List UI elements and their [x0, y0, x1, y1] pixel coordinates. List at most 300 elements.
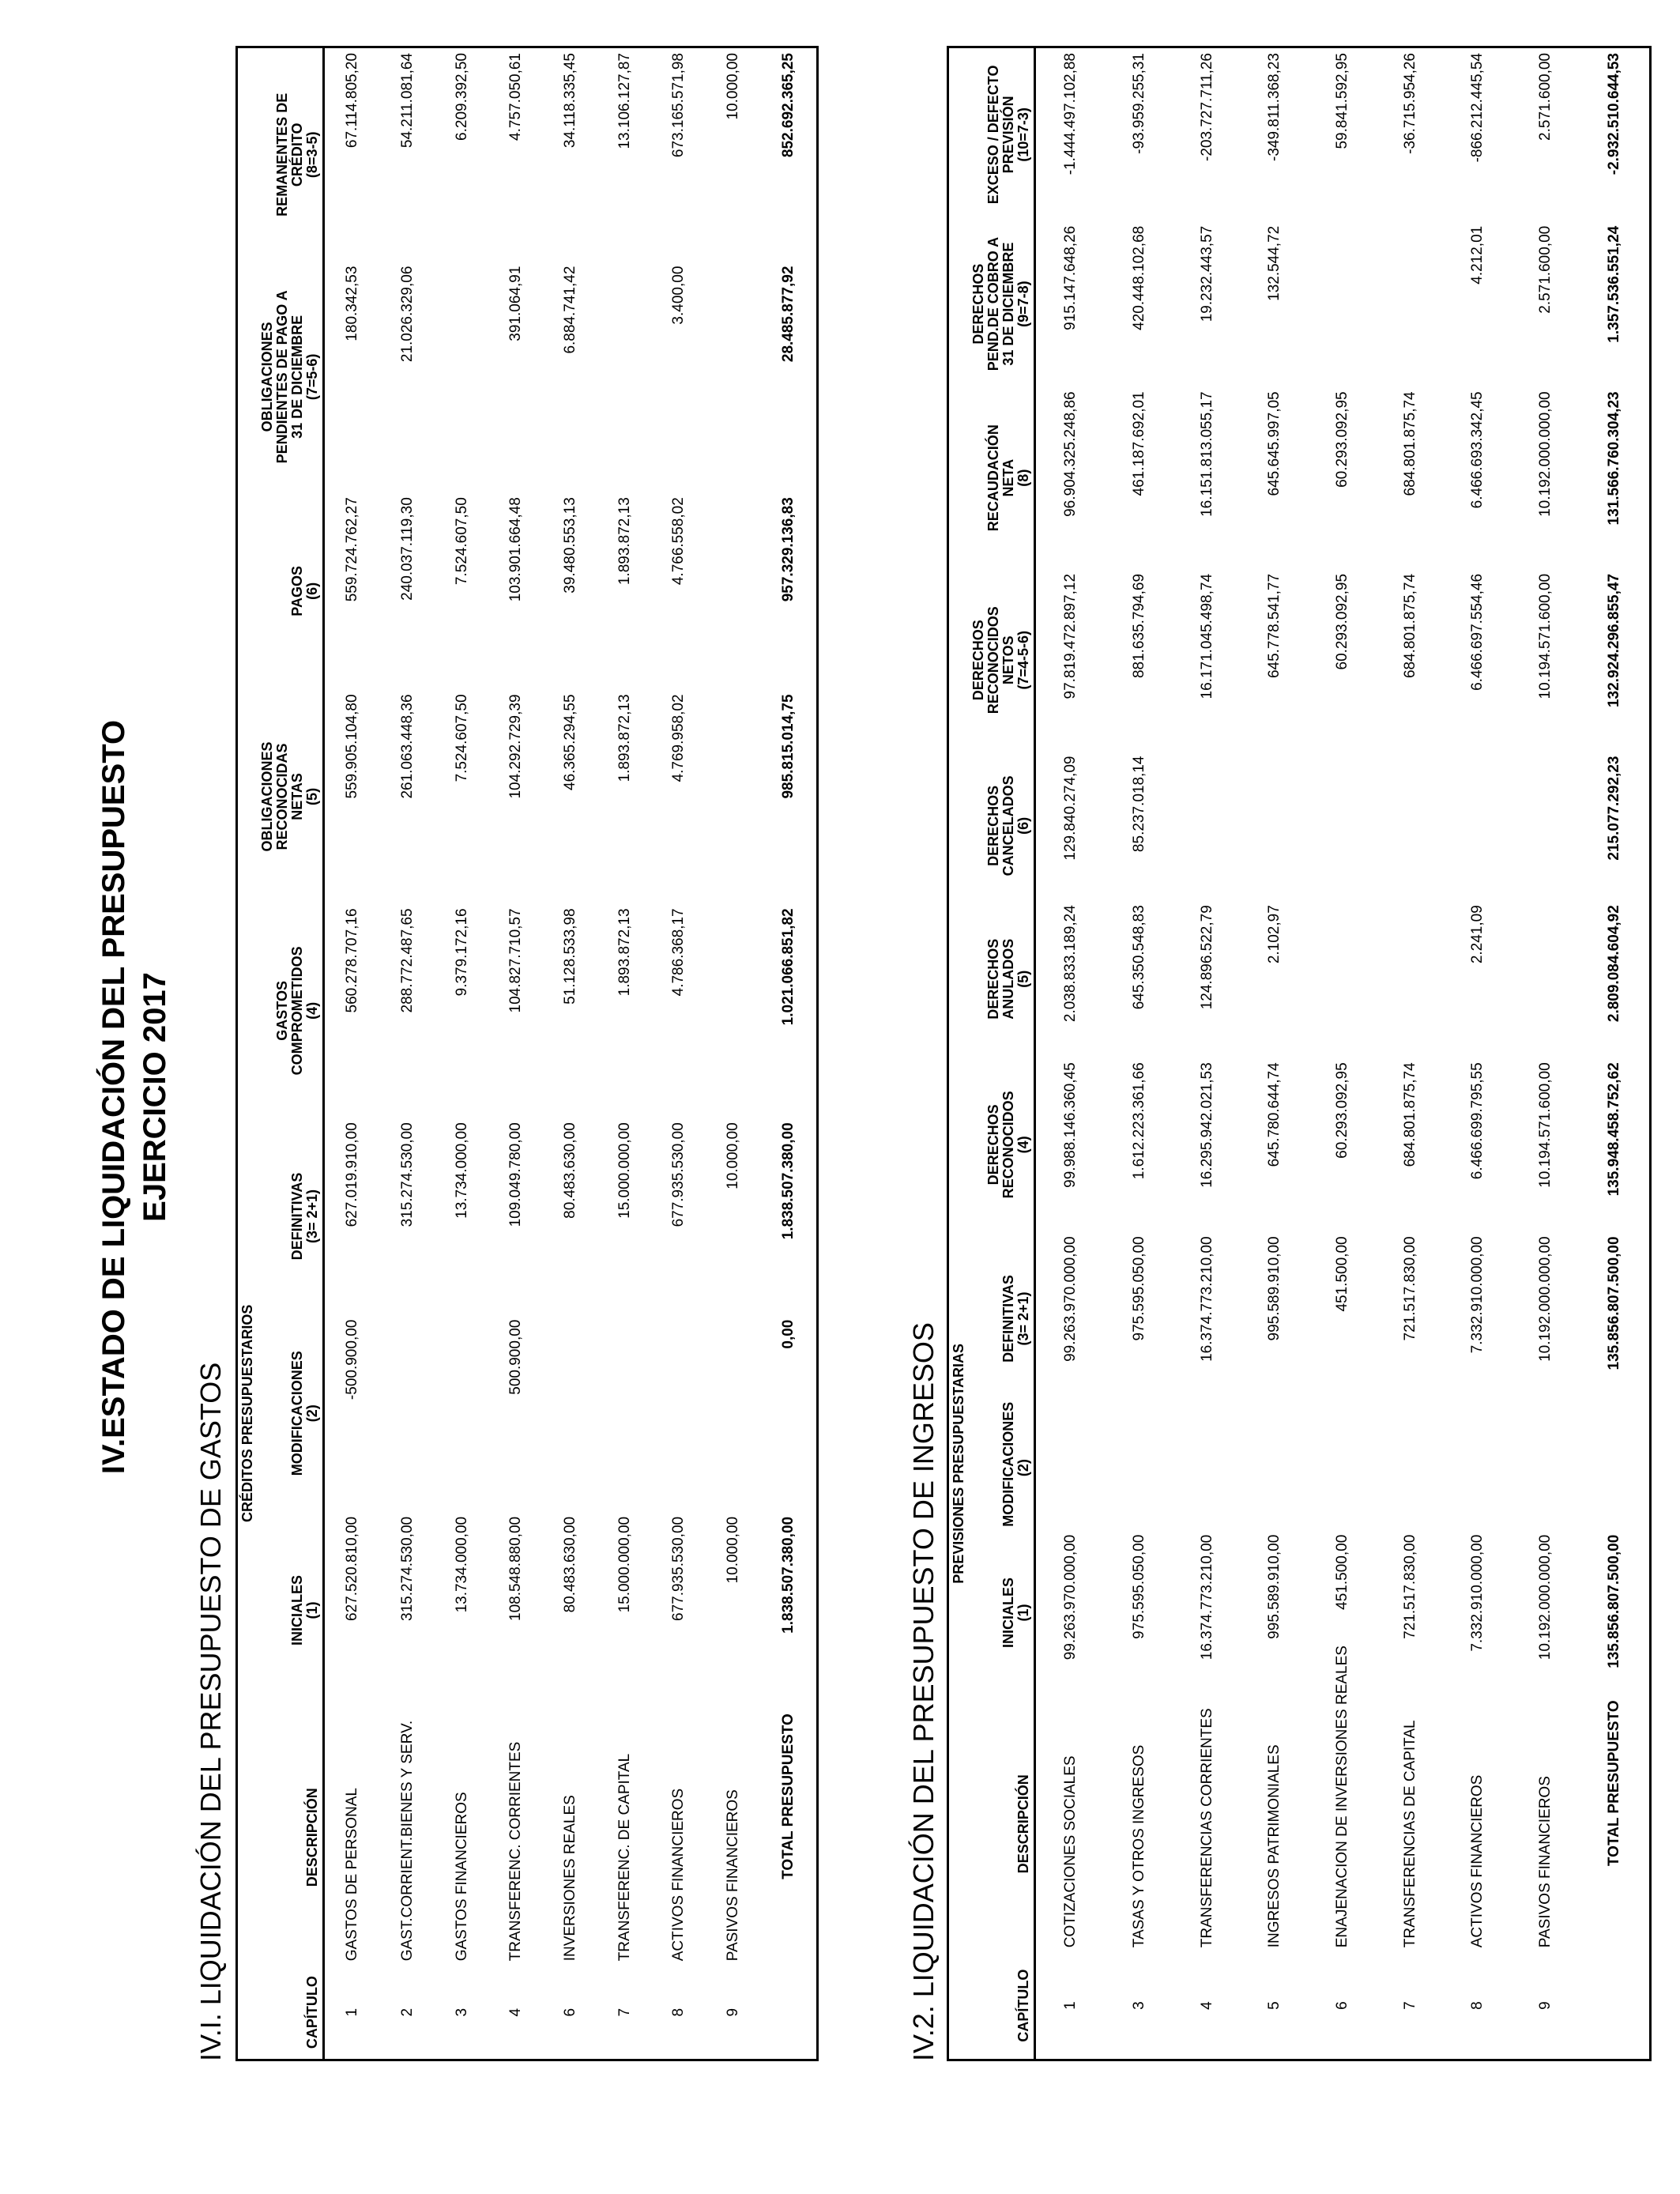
total-label: TOTAL PRESUPUESTO [779, 1713, 797, 1879]
value-cell [1106, 1406, 1174, 1530]
col-header-line: RECONOCIDOS [985, 606, 1001, 714]
value-cell: 6.466.697.554,46 [1469, 573, 1486, 691]
col-header-line: CAPÍTULO [304, 1976, 320, 2049]
col-header-line: (9=7-8) [1015, 281, 1031, 327]
descripcion-cell: TRANSFERENC. DE CAPITAL [616, 1753, 633, 1962]
table-row [1309, 47, 1377, 2060]
value-cell: 627.019.910,00 [344, 1122, 361, 1227]
capitulo-cell: 9 [1536, 2001, 1554, 2010]
total-cell: -2.932.510.644,53 [1605, 53, 1622, 175]
value-cell: 109.049.780,00 [507, 1122, 525, 1227]
value-cell: 7.524.607,50 [453, 694, 470, 782]
value-cell: 16.374.773.210,00 [1198, 1534, 1215, 1661]
value-cell [706, 903, 761, 1118]
ingresos-section-title: IV.2. LIQUIDACIÓN DEL PRESUPUESTO DE INGRESOS [907, 1322, 940, 2061]
ingresos-col-header [969, 221, 1035, 387]
descripcion-cell: ACTIVOS FINANCIEROS [1469, 1774, 1486, 1948]
value-cell: 315.274.530,00 [399, 1122, 416, 1227]
capitulo-cell: 3 [1131, 2001, 1148, 2010]
value-cell: 684.801.875,74 [1401, 391, 1418, 496]
value-cell: 645.645.997,05 [1266, 391, 1283, 496]
col-header-line: (1) [1015, 1604, 1031, 1622]
gastos-col-header [258, 689, 324, 903]
total-cell [1579, 1406, 1650, 1530]
col-header-line: PREVISIÓN [1000, 96, 1016, 174]
value-cell: -36.715.954,26 [1401, 53, 1418, 154]
ingresos-col-header [969, 1695, 1035, 1952]
value-cell: 721.517.830,00 [1401, 1534, 1418, 1639]
value-cell: 4.757.050,61 [507, 53, 525, 141]
col-header-line: (6) [304, 582, 320, 600]
value-cell: 6.466.693.342,45 [1469, 391, 1486, 509]
value-cell: 60.293.092,95 [1333, 573, 1350, 670]
ingresos-col-header [969, 1057, 1035, 1231]
descripcion-cell: COTIZACIONES SOCIALES [1062, 1755, 1079, 1948]
value-cell [1173, 1406, 1241, 1530]
table-row [544, 47, 598, 2060]
descripcion-cell: INGRESOS PATRIMONIALES [1266, 1744, 1283, 1948]
ingresos-col-header [969, 386, 1035, 569]
value-cell [1309, 900, 1377, 1057]
capitulo-cell: 8 [1469, 2001, 1486, 2010]
total-cell [760, 1966, 817, 2060]
value-cell: 420.448.102,68 [1131, 225, 1148, 330]
value-cell [1444, 752, 1512, 901]
value-cell: 59.841.592,95 [1333, 53, 1350, 149]
value-cell [1377, 752, 1445, 901]
value-cell: 10.192.000.000,00 [1536, 1534, 1554, 1661]
ingresos-group-header: PREVISIONES PRESUPUESTARIAS [951, 1344, 966, 1584]
value-cell: 9.379.172,16 [453, 908, 470, 997]
col-header-line: PAGOS [289, 566, 305, 616]
descripcion-cell: GAST.CORRIENT.BIENES Y SERV. [399, 1720, 416, 1962]
total-cell: 215.077.292,23 [1605, 756, 1622, 861]
total-label: TOTAL PRESUPUESTO [1605, 1700, 1622, 1867]
value-cell: 645.780.644,74 [1266, 1062, 1283, 1167]
value-cell: 10.194.571.600,00 [1536, 573, 1554, 699]
col-header-line: PENDIENTES DE PAGO A [274, 290, 290, 464]
value-cell: 85.237.018,14 [1131, 756, 1148, 853]
value-cell: -1.444.497.102,88 [1062, 53, 1079, 175]
value-cell [435, 262, 489, 493]
value-cell: 19.232.443,57 [1198, 225, 1215, 322]
col-header-line: INICIALES [289, 1575, 305, 1646]
value-cell [706, 1315, 761, 1512]
value-cell [435, 1315, 489, 1512]
value-cell [1512, 1406, 1580, 1530]
col-header-line: (5) [1015, 970, 1031, 988]
value-cell: 915.147.648,26 [1062, 225, 1079, 330]
total-cell: 1.838.507.380,00 [779, 1516, 797, 1634]
capitulo-cell: 2 [399, 2007, 416, 2017]
table-row [1035, 47, 1106, 2060]
gastos-table [235, 46, 819, 2061]
value-cell [597, 262, 652, 493]
descripcion-cell: TASAS Y OTROS INGRESOS [1131, 1744, 1148, 1948]
value-cell: 975.595.050,00 [1131, 1236, 1148, 1341]
total-cell: 852.692.365,25 [779, 53, 797, 158]
capitulo-cell: 1 [344, 2007, 361, 2017]
value-cell: 261.063.448,36 [399, 694, 416, 799]
col-header-line: RECONOCIDAS [274, 743, 290, 850]
value-cell [1512, 900, 1580, 1057]
value-cell: 7.524.607,50 [453, 497, 470, 586]
ingresos-col-header [969, 569, 1035, 752]
total-cell: 1.021.066.851,82 [779, 908, 797, 1026]
gastos-header-row [258, 47, 324, 2060]
value-cell: 10.000,00 [724, 1516, 741, 1584]
col-header-line: (3= 2+1) [1015, 1291, 1031, 1346]
total-cell: 135.856.807.500,00 [1605, 1534, 1622, 1668]
gastos-table-body [324, 47, 818, 2060]
value-cell: 96.904.325.248,86 [1062, 391, 1079, 517]
value-cell: 995.589.910,00 [1266, 1236, 1283, 1341]
descripcion-cell: TRANSFERENCIAS DE CAPITAL [1401, 1720, 1418, 1948]
ingresos-col-header [969, 1952, 1035, 2060]
value-cell [706, 689, 761, 903]
value-cell: 1.893.872,13 [616, 908, 633, 997]
gastos-col-header [258, 1966, 324, 2060]
value-cell: 559.724.762,27 [344, 497, 361, 602]
table-row [381, 47, 435, 2060]
col-header-line: DERECHOS [970, 620, 986, 701]
capitulo-cell: 9 [724, 2007, 741, 2017]
value-cell: 391.064,91 [507, 266, 525, 341]
descripcion-cell: PASIVOS FINANCIEROS [724, 1789, 741, 1962]
value-cell: 16.171.045.498,74 [1198, 573, 1215, 699]
total-cell: 135.856.807.500,00 [1605, 1236, 1622, 1370]
table-row [1241, 47, 1309, 2060]
col-header-line: NETA [1000, 458, 1016, 497]
total-cell: 132.924.296.855,47 [1605, 573, 1622, 708]
col-header-line: REMANENTES DE [274, 92, 290, 217]
value-cell: 99.988.146.360,45 [1062, 1062, 1079, 1188]
value-cell: 1.612.223.361,66 [1131, 1062, 1148, 1180]
value-cell: 46.365.294,55 [561, 694, 578, 790]
value-cell: 6.466.699.795,55 [1469, 1062, 1486, 1180]
capitulo-cell: 5 [1266, 2001, 1283, 2010]
value-cell: 560.278.707,16 [344, 908, 361, 1013]
value-cell [1377, 1406, 1445, 1530]
col-header-line: (3= 2+1) [304, 1189, 320, 1244]
value-cell [706, 262, 761, 493]
value-cell: 10.000,00 [724, 53, 741, 120]
col-header-line: (1) [304, 1601, 320, 1619]
total-cell: 131.566.760.304,23 [1605, 391, 1622, 526]
table-row [652, 47, 706, 2060]
value-cell: 7.332.910.000,00 [1469, 1534, 1486, 1652]
value-cell: 15.000.000,00 [616, 1122, 633, 1219]
value-cell: 645.350.548,83 [1131, 905, 1148, 1010]
ingresos-total-row [1579, 47, 1650, 2060]
value-cell [597, 1315, 652, 1512]
value-cell: 80.483.630,00 [561, 1516, 578, 1613]
value-cell: 124.896.522,79 [1198, 905, 1215, 1010]
capitulo-cell: 3 [453, 2007, 470, 2017]
value-cell [1173, 752, 1241, 901]
value-cell: 315.274.530,00 [399, 1516, 416, 1621]
col-header-line: COMPROMETIDOS [289, 946, 305, 1076]
value-cell: 99.263.970.000,00 [1062, 1534, 1079, 1661]
capitulo-cell: 6 [1333, 2001, 1350, 2010]
col-header-line: RECAUDACIÓN [985, 424, 1001, 532]
table-row [1173, 47, 1241, 2060]
total-cell [1579, 1952, 1650, 2060]
gastos-col-header [258, 1709, 324, 1966]
value-cell: 721.517.830,00 [1401, 1236, 1418, 1341]
gastos-col-header [258, 492, 324, 689]
value-cell [706, 492, 761, 689]
value-cell [1512, 752, 1580, 901]
total-cell: 135.948.458.752,62 [1605, 1062, 1622, 1197]
col-header-line: DESCRIPCIÓN [1015, 1774, 1031, 1874]
col-header-line: MODIFICACIONES [1000, 1401, 1016, 1527]
ingresos-col-header [969, 47, 1035, 221]
page-title-line2: EJERCICIO 2017 [137, 972, 172, 1222]
value-cell: -93.959.255,31 [1131, 53, 1148, 154]
value-cell: 60.293.092,95 [1333, 1062, 1350, 1159]
value-cell: 451.500,00 [1333, 1534, 1350, 1610]
value-cell: 881.635.794,69 [1131, 573, 1148, 679]
gastos-col-header [258, 1315, 324, 1512]
col-header-line: (6) [1015, 816, 1031, 835]
total-cell: 1.838.507.380,00 [779, 1122, 797, 1240]
capitulo-cell: 1 [1062, 2001, 1079, 2010]
descripcion-cell: TRANSFERENCIAS CORRIENTES [1198, 1708, 1215, 1948]
col-header-line: DERECHOS [985, 1104, 1001, 1186]
value-cell: 13.106.127,87 [616, 53, 633, 149]
col-header-line: CRÉDITO [289, 123, 305, 187]
col-header-line: (10=7-3) [1015, 107, 1031, 162]
col-header-line: DEFINITIVAS [289, 1172, 305, 1261]
col-header-line: DERECHOS [985, 785, 1001, 866]
col-header-line: OBLIGACIONES [259, 322, 275, 432]
value-cell: 673.165.571,98 [670, 53, 687, 158]
col-header-line: RECONOCIDOS [1000, 1091, 1016, 1199]
col-header-line: PEND.DE COBRO A [985, 236, 1001, 371]
gastos-total-row [760, 47, 817, 2060]
value-cell: 7.332.910.000,00 [1469, 1236, 1486, 1354]
table-row [1377, 47, 1445, 2060]
value-cell [652, 1315, 706, 1512]
value-cell: 451.500,00 [1333, 1236, 1350, 1312]
capitulo-cell: 7 [616, 2007, 633, 2017]
table-row [706, 47, 761, 2060]
col-header-line: INICIALES [1000, 1578, 1016, 1649]
value-cell [1309, 221, 1377, 387]
value-cell: 461.187.692,01 [1131, 391, 1148, 496]
value-cell [381, 1315, 435, 1512]
col-header-line: NETOS [1000, 635, 1016, 685]
value-cell: 627.520.810,00 [344, 1516, 361, 1621]
table-row [489, 47, 544, 2060]
value-cell [544, 1315, 598, 1512]
value-cell: 684.801.875,74 [1401, 573, 1418, 679]
ingresos-header-row [969, 47, 1035, 2060]
col-header-line: (7=4-5-6) [1015, 631, 1031, 690]
value-cell [1241, 752, 1309, 901]
value-cell: 13.734.000,00 [453, 1122, 470, 1219]
value-cell: 99.263.970.000,00 [1062, 1236, 1079, 1362]
value-cell: 500.900,00 [507, 1319, 525, 1395]
value-cell: 39.480.553,13 [561, 497, 578, 594]
ingresos-col-header [969, 1401, 1035, 1530]
descripcion-cell: ACTIVOS FINANCIEROS [670, 1788, 687, 1962]
value-cell: 51.128.533,98 [561, 908, 578, 1005]
value-cell: 2.241,09 [1469, 905, 1486, 964]
ingresos-table [947, 46, 1652, 2061]
value-cell: 13.734.000,00 [453, 1516, 470, 1613]
value-cell: 4.786.368,17 [670, 908, 687, 997]
value-cell: 104.827.710,57 [507, 908, 525, 1013]
gastos-col-header [258, 903, 324, 1118]
table-row [1444, 47, 1512, 2060]
col-header-line: (8) [1015, 469, 1031, 487]
col-header-line: DERECHOS [985, 938, 1001, 1020]
value-cell: 677.935.530,00 [670, 1122, 687, 1227]
col-header-line: OBLIGACIONES [259, 741, 275, 852]
table-row [435, 47, 489, 2060]
value-cell: 4.212,01 [1469, 225, 1486, 285]
descripcion-cell: TRANSFERENC. CORRIENTES [507, 1741, 525, 1962]
value-cell: -349.811.368,23 [1266, 53, 1283, 161]
col-header-line: (8=3-5) [304, 131, 320, 179]
value-cell: 2.571.600,00 [1536, 53, 1554, 141]
value-cell: 60.293.092,95 [1333, 391, 1350, 488]
col-header-line: MODIFICACIONES [289, 1351, 305, 1476]
value-cell: 2.038.833.189,24 [1062, 905, 1079, 1023]
value-cell: 103.901.664,48 [507, 497, 525, 602]
ingresos-table-header [948, 47, 1035, 2060]
value-cell: 80.483.630,00 [561, 1122, 578, 1219]
ingresos-group-header-row [948, 47, 970, 2060]
col-header-line: 31 DE DICIEMBRE [1000, 242, 1016, 366]
value-cell: 975.595.050,00 [1131, 1534, 1148, 1639]
descripcion-cell: PASIVOS FINANCIEROS [1536, 1776, 1554, 1948]
value-cell: 6.884.741,42 [561, 266, 578, 354]
value-cell: 995.589.910,00 [1266, 1534, 1283, 1639]
value-cell: 288.772.487,65 [399, 908, 416, 1013]
table-row [597, 47, 652, 2060]
gastos-table-header [237, 47, 324, 2060]
gastos-col-header [258, 262, 324, 493]
value-cell: 54.211.081,64 [399, 53, 416, 149]
col-header-line: NETAS [289, 773, 305, 820]
total-cell: 985.815.014,75 [779, 694, 797, 799]
col-header-line: (4) [304, 1001, 320, 1020]
value-cell: 16.295.942.021,53 [1198, 1062, 1215, 1188]
value-cell: 10.192.000.000,00 [1536, 391, 1554, 517]
value-cell: 684.801.875,74 [1401, 1062, 1418, 1167]
total-cell: 0,00 [779, 1319, 797, 1349]
col-header-line: EXCESO / DEFECTO [985, 65, 1001, 205]
page-title [93, 0, 175, 2194]
value-cell [1444, 1406, 1512, 1530]
value-cell: 10.000,00 [724, 1122, 741, 1189]
capitulo-cell: 6 [561, 2007, 578, 2017]
value-cell: 4.769.958,02 [670, 694, 687, 782]
ingresos-col-header [969, 900, 1035, 1057]
table-row [1106, 47, 1174, 2060]
total-cell: 28.485.877,92 [779, 266, 797, 363]
total-cell: 957.329.136,83 [779, 497, 797, 602]
value-cell [1377, 900, 1445, 1057]
total-cell: 1.357.536.551,24 [1605, 225, 1622, 343]
value-cell: 10.194.571.600,00 [1536, 1062, 1554, 1188]
value-cell: 10.192.000.000,00 [1536, 1236, 1554, 1362]
value-cell: -500.900,00 [344, 1319, 361, 1400]
value-cell [1309, 752, 1377, 901]
value-cell: 132.544,72 [1266, 225, 1283, 301]
total-cell: 2.809.084.604,92 [1605, 905, 1622, 1023]
gastos-col-header [258, 1118, 324, 1314]
value-cell: 2.571.600,00 [1536, 225, 1554, 314]
value-cell: 180.342,53 [344, 266, 361, 341]
value-cell [1241, 1406, 1309, 1530]
value-cell [1035, 1406, 1106, 1530]
table-row [1512, 47, 1580, 2060]
value-cell: 16.151.813.055,17 [1198, 391, 1215, 517]
value-cell: 1.893.872,13 [616, 497, 633, 586]
capitulo-cell: 4 [1198, 2001, 1215, 2010]
page-title-line1: IV.ESTADO DE LIQUIDACIÓN DEL PRESUPUESTO [96, 719, 131, 1475]
value-cell: 129.840.274,09 [1062, 756, 1079, 861]
gastos-section-title: IV.I. LIQUIDACIÓN DEL PRESUPUESTO DE GASTOS [194, 1362, 227, 2061]
gastos-col-header [258, 1512, 324, 1709]
value-cell: 1.893.872,13 [616, 694, 633, 782]
value-cell [1309, 1406, 1377, 1530]
value-cell: 15.000.000,00 [616, 1516, 633, 1613]
col-header-line: (2) [1015, 1459, 1031, 1477]
value-cell [1377, 221, 1445, 387]
col-header-line: (4) [1015, 1136, 1031, 1154]
descripcion-cell: INVERSIONES REALES [561, 1795, 578, 1962]
value-cell: 559.905.104,80 [344, 694, 361, 799]
gastos-col-header [258, 47, 324, 262]
col-header-line: DESCRIPCIÓN [304, 1788, 320, 1887]
descripcion-cell: GASTOS DE PERSONAL [344, 1788, 361, 1962]
gastos-group-header-row [237, 47, 258, 2060]
value-cell: -203.727.711,26 [1198, 53, 1215, 161]
col-header-line: DEFINITIVAS [1000, 1275, 1016, 1363]
col-header-line: GASTOS [274, 981, 290, 1041]
ingresos-col-header [969, 752, 1035, 901]
value-cell: 67.114.805,20 [344, 53, 361, 149]
value-cell: 108.548.880,00 [507, 1516, 525, 1621]
value-cell: 645.778.541,77 [1266, 573, 1283, 679]
table-row [324, 47, 381, 2060]
ingresos-col-header [969, 1231, 1035, 1405]
value-cell: 97.819.472.897,12 [1062, 573, 1079, 699]
capitulo-cell: 4 [507, 2007, 525, 2017]
capitulo-cell: 7 [1401, 2001, 1418, 2010]
ingresos-col-header [969, 1530, 1035, 1696]
ingresos-table-body [1035, 47, 1651, 2060]
col-header-line: ANULADOS [1000, 938, 1016, 1020]
value-cell: 2.102,97 [1266, 905, 1283, 964]
value-cell: -866.212.445,54 [1469, 53, 1486, 163]
value-cell: 6.209.392,50 [453, 53, 470, 141]
value-cell: 21.026.329,06 [399, 266, 416, 363]
col-header-line: (2) [304, 1404, 320, 1423]
value-cell: 240.037.119,30 [399, 497, 416, 601]
descripcion-cell: GASTOS FINANCIEROS [453, 1792, 470, 1962]
col-header-line: DERECHOS [970, 263, 986, 345]
col-header-line: CANCELADOS [1000, 775, 1016, 876]
col-header-line: (5) [304, 787, 320, 805]
descripcion-cell: ENAJENACION DE INVERSIONES REALES [1333, 1646, 1350, 1948]
capitulo-cell: 8 [670, 2007, 687, 2017]
